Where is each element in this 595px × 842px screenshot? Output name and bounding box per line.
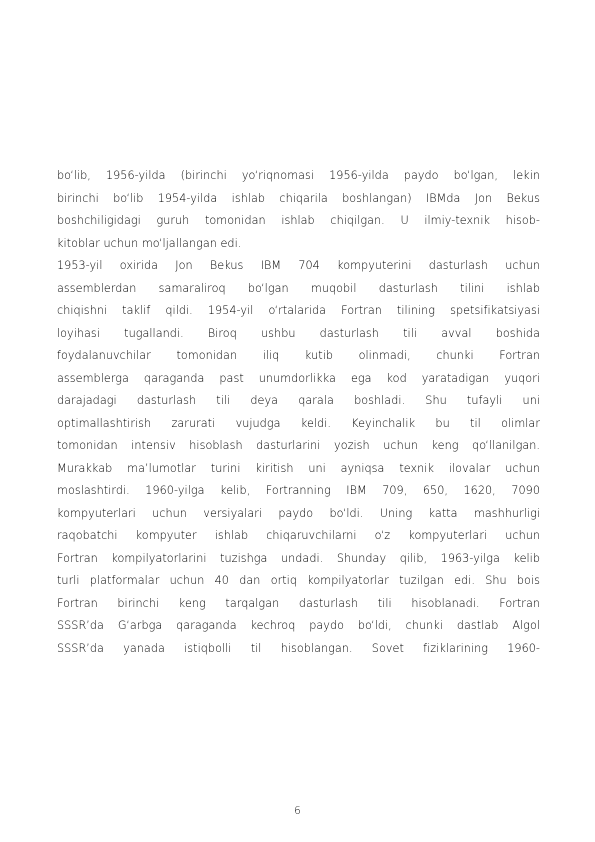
page-number: 6 xyxy=(294,805,301,817)
text-line-17: raqobatchi kompyuter ishlab chiqaruvchilarni o‘z kompyuterlari uchun xyxy=(57,529,540,542)
text-line-13: tomonidan intensiv hisoblash dasturlarini yozish uchun keng qo‘llanilgan. xyxy=(57,439,540,452)
text-line-1: bo‘lib, 1956-yilda (birinchi yo‘riqnomasi 1956-yilda paydo bo‘lgan, lekin xyxy=(57,169,540,182)
body-text xyxy=(57,165,540,660)
text-line-18: Fortran kompilyatorlarini tuzishga undadi. Shunday qilib, 1963-yilga kelib xyxy=(57,551,540,565)
text-line-6: assemblerdan samaraliroq bo‘lgan muqobil dasturlash tilini ishlab xyxy=(57,281,540,295)
text-line-15: moslashtirdi. 1960-yilga kelib, Fortranning IBM 709, 650, 1620, 7090 xyxy=(57,484,540,497)
text-line-3: boshchiligidagi guruh tomonidan ishlab chiqilgan. U ilmiy-texnik hisob- xyxy=(57,214,540,227)
text-line-7: chiqishni taklif qildi. 1954-yil o‘rtalarida Fortran tilining spetsifikatsiyasi xyxy=(57,304,540,317)
text-line-9: foydalanuvchilar tomonidan iliq kutib olinmadi, chunki Fortran xyxy=(57,349,540,362)
text-line-14: Murakkab ma’lumotlar turini kiritish uni ayniqsa texnik ilovalar uchun xyxy=(57,461,540,475)
text-line-4: kitoblar uchun mo‘ljallangan edi. xyxy=(57,236,242,250)
text-line-11: darajadagi dasturlash tili deya qarala boshladi. Shu tufayli uni xyxy=(57,394,540,407)
text-line-16: kompyuterlari uchun versiyalari paydo bo‘ldi. Uning katta mashhurligi xyxy=(57,506,540,520)
text-line-10: assemblerga qaraganda past unumdorlikka ega kod yaratadigan yuqori xyxy=(57,371,540,385)
text-line-12: optimallashtirish zarurati vujudga keldi. Keyinchalik bu til olimlar xyxy=(57,416,540,430)
text-line-19: turli platformalar uchun 40 dan ortiq kompilyatorlar tuzilgan edi. Shu bois xyxy=(57,574,540,587)
text-line-20: Fortran birinchi keng tarqalgan dasturlash tili hisoblanadi. Fortran xyxy=(57,596,540,610)
text-line-5: 1953-yil oxirida Jon Bekus IBM 704 kompyuterini dasturlash uchun xyxy=(57,259,540,272)
text-line-8: loyihasi tugallandi. Biroq ushbu dasturlash tili avval boshida xyxy=(57,326,540,340)
text-line-22: SSSR’da yanada istiqbolli til hisoblangan. Sovet fiziklarining 1960- xyxy=(57,641,540,655)
text-line-2: birinchi bo‘lib 1954-yilda ishlab chiqarila boshlangan) IBMda Jon Bekus xyxy=(57,191,540,205)
text-line-21: SSSR’da G‘arbga qaraganda kechroq paydo bo‘ldi, chunki dastlab Algol xyxy=(57,619,540,632)
